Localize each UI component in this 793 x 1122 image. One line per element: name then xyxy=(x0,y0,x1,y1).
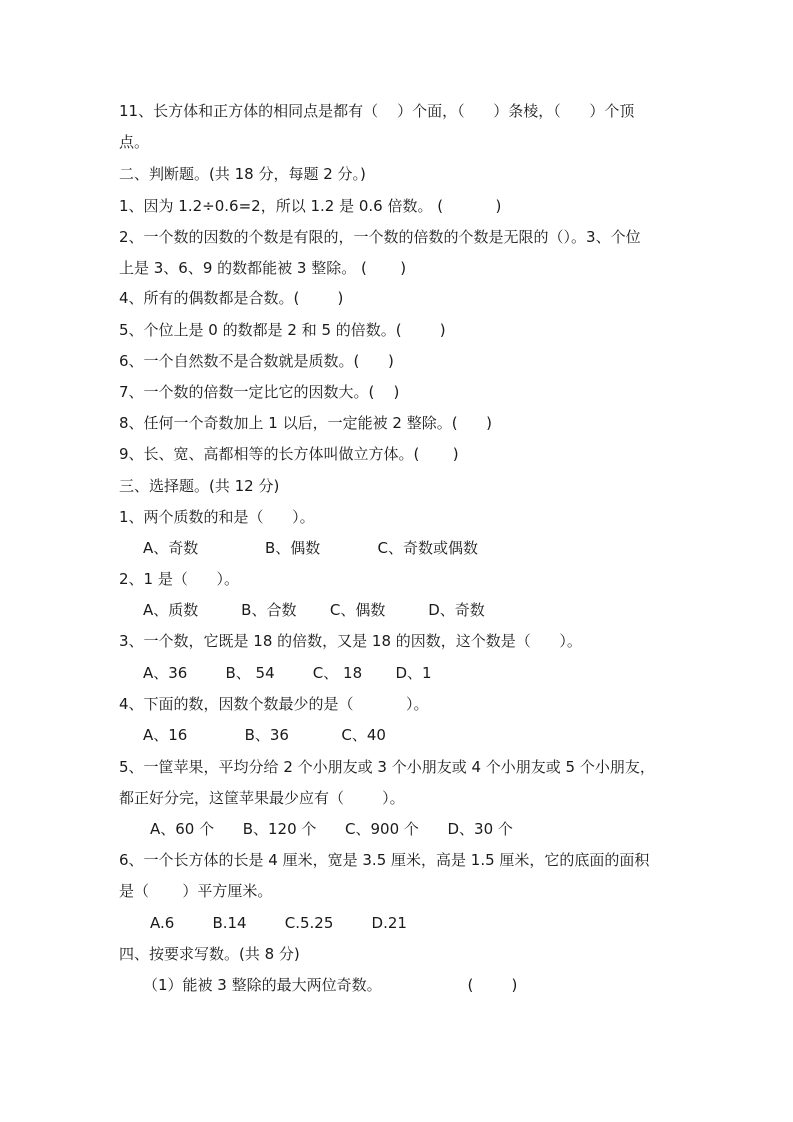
choice-question-2: 2、1 是（ ）。 xyxy=(119,570,239,588)
question-11-line1: 11、长方体和正方体的相同点是都有（ ）个面，（ ）条棱，（ ）个顶 xyxy=(119,102,635,120)
choice-5-options: A、60 个 B、120 个 C、900 个 D、30 个 xyxy=(150,820,513,838)
judge-question-3-line2: 上是 3、6、9 的数都能被 3 整除。 ( ) xyxy=(119,259,407,277)
section-3-heading: 三、选择题。(共 12 分) xyxy=(119,477,280,495)
choice-6-options: A.6 B.14 C.5.25 D.21 xyxy=(150,914,407,932)
choice-question-6-line2: 是（ ）平方厘米。 xyxy=(119,882,273,900)
section-4-heading: 四、按要求写数。(共 8 分) xyxy=(119,945,300,963)
choice-question-5-line1: 5、一筐苹果，平均分给 2 个小朋友或 3 个小朋友或 4 个小朋友或 5 个小朋友， xyxy=(119,758,655,776)
choice-3-options: A、36 B、 54 C、 18 D、1 xyxy=(143,664,432,682)
question-11-line2: 点。 xyxy=(119,133,150,151)
choice-question-6-line1: 6、一个长方体的长是 4 厘米，宽是 3.5 厘米，高是 1.5 厘米，它的底面的面积 xyxy=(119,851,650,869)
write-question-1: （1）能被 3 整除的最大两位奇数。 ( ) xyxy=(143,976,518,994)
judge-question-9: 9、长、宽、高都相等的长方体叫做立方体。( ) xyxy=(119,445,459,463)
choice-question-1: 1、两个质数的和是（ ）。 xyxy=(119,508,315,526)
choice-1-options: A、奇数 B、偶数 C、奇数或偶数 xyxy=(143,539,478,557)
section-2-heading: 二、判断题。(共 18 分，每题 2 分。) xyxy=(119,165,366,183)
choice-2-options: A、质数 B、合数 C、偶数 D、奇数 xyxy=(143,601,485,619)
choice-question-3: 3、一个数，它既是 18 的倍数，又是 18 的因数，这个数是（ ）。 xyxy=(119,632,582,650)
judge-question-2-line1: 2、一个数的因数的个数是有限的，一个数的倍数的个数是无限的（）。3、个位 xyxy=(119,228,641,246)
judge-question-5: 5、个位上是 0 的数都是 2 和 5 的倍数。( ) xyxy=(119,321,446,339)
judge-question-8: 8、任何一个奇数加上 1 以后，一定能被 2 整除。( ) xyxy=(119,414,493,432)
judge-question-4: 4、所有的偶数都是合数。( ) xyxy=(119,289,344,307)
judge-question-7: 7、一个数的倍数一定比它的因数大。( ) xyxy=(119,383,400,401)
judge-question-1: 1、因为 1.2÷0.6=2，所以 1.2 是 0.6 倍数。 ( ) xyxy=(119,197,502,215)
judge-question-6: 6、一个自然数不是合数就是质数。( ) xyxy=(119,352,394,370)
choice-question-4: 4、下面的数，因数个数最少的是（ ）。 xyxy=(119,695,429,713)
choice-question-5-line2: 都正好分完，这筐苹果最少应有（ ）。 xyxy=(119,789,405,807)
choice-4-options: A、16 B、36 C、40 xyxy=(143,726,386,744)
